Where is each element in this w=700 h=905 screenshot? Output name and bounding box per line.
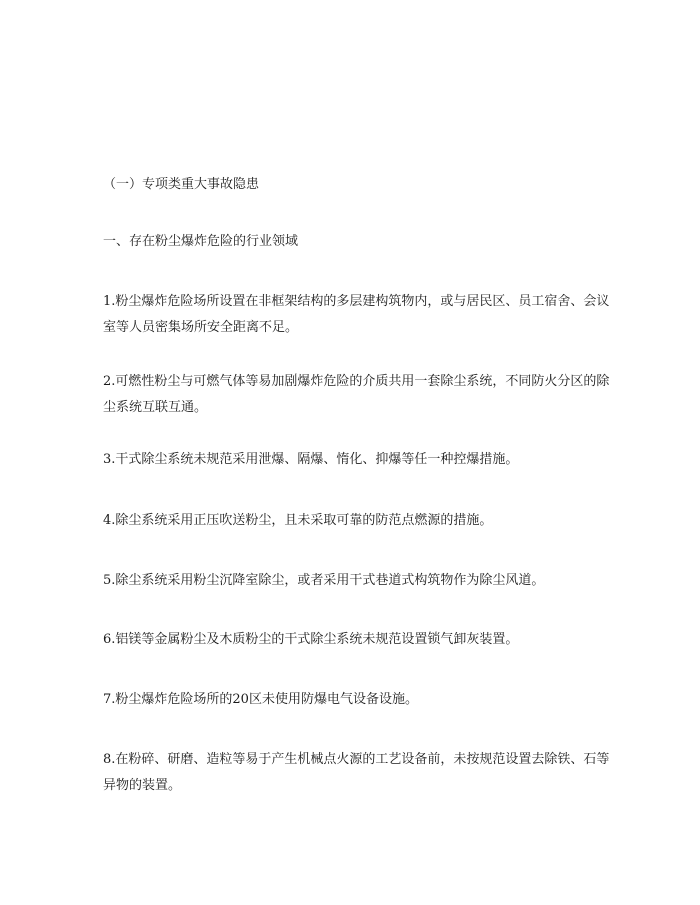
list-item-line: 6.铝镁等金属粉尘及木质粉尘的干式除尘系统未规范设置锁气卸灰装置。 <box>103 632 519 647</box>
list-item-line: 2.可燃性粉尘与可燃气体等易加剧爆炸危险的介质共用一套除尘系统，不同防火分区的除 <box>103 374 610 389</box>
list-item <box>103 289 610 341</box>
list-item <box>103 627 603 653</box>
subsection-heading-text: 一、存在粉尘爆炸危险的行业领域 <box>103 234 299 249</box>
list-item-line: 5.除尘系统采用粉尘沉降室除尘，或者采用干式巷道式构筑物作为除尘风道。 <box>103 573 545 588</box>
subsection-heading <box>103 229 603 255</box>
list-item-line: 室等人员密集场所安全距离不足。 <box>103 320 299 335</box>
list-item-line: 3.干式除尘系统未规范采用泄爆、隔爆、惰化、抑爆等任一种控爆措施。 <box>103 452 519 467</box>
list-item <box>103 447 603 473</box>
list-item-line: 异物的装置。 <box>103 778 182 793</box>
list-item-line: 尘系统互联互通。 <box>103 400 208 415</box>
list-item <box>103 568 603 594</box>
list-item-line: 7.粉尘爆炸危险场所的20区未使用防爆电气设备设施。 <box>103 692 418 707</box>
list-item <box>103 369 610 421</box>
section-heading-text: （一）专项类重大事故隐患 <box>103 177 260 192</box>
list-item-line: 8.在粉碎、研磨、造粒等易于产生机械点火源的工艺设备前，未按规范设置去除铁、石等 <box>103 752 610 767</box>
list-item <box>103 508 603 534</box>
list-item <box>103 687 603 713</box>
list-item-line: 1.粉尘爆炸危险场所设置在非框架结构的多层建构筑物内，或与居民区、员工宿舍、会议 <box>103 294 610 309</box>
list-item <box>103 747 610 799</box>
list-item-line: 4.除尘系统采用正压吹送粉尘，且未采取可靠的防范点燃源的措施。 <box>103 513 493 528</box>
section-heading <box>103 172 603 198</box>
